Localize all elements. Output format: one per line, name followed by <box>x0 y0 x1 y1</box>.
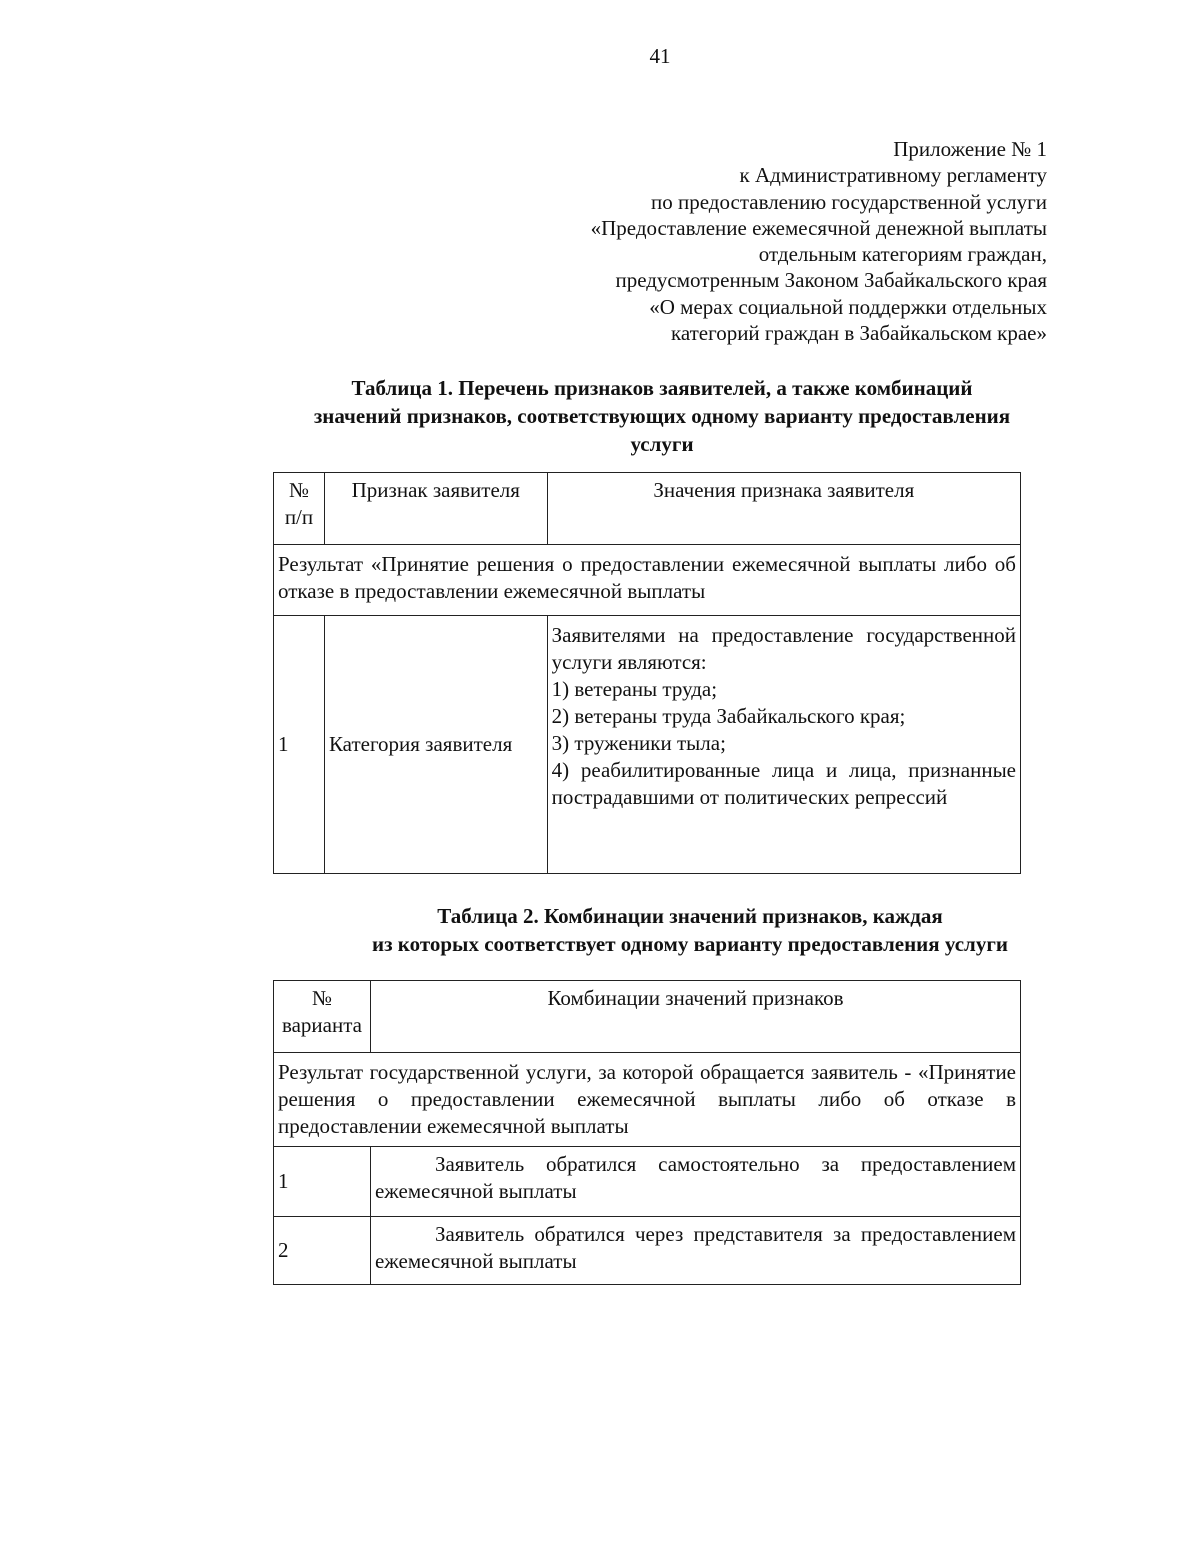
appendix-line: «О мерах социальной поддержки отдельных <box>649 294 1047 319</box>
table2-header-combinations: Комбинации значений признаков <box>370 981 1020 1053</box>
table2-row-text: Заявитель обратился через представителя за предоставлением ежемесячной выплаты <box>370 1217 1020 1285</box>
table2-title <box>330 902 1050 958</box>
table1-title-line: значений признаков, соответствующих одному варианту предоставления <box>313 404 1011 428</box>
table2 <box>273 980 1021 1285</box>
table1-row-number: 1 <box>274 616 325 874</box>
table1-title-line: услуги <box>630 432 694 456</box>
appendix-line: «Предоставление ежемесячной денежной выплаты <box>590 215 1047 240</box>
values-item: 2) ветераны труда Забайкальского края; <box>551 704 906 728</box>
table2-result-text: Результат государственной услуги, за которой обращается заявитель - «Принятие решения о предоставлении ежемесячной выплаты либо об отказе в предоставлении ежемесячной выплаты <box>274 1053 1021 1147</box>
table1-header-number: № п/п <box>274 473 325 545</box>
table1-header-attribute: Признак заявителя <box>324 473 547 545</box>
values-item: 4) реабилитированные лица и лица, признанные пострадавшими от политических репрессий <box>551 758 1016 809</box>
table1-result-row <box>274 545 1021 616</box>
table1-title <box>270 374 1054 458</box>
table1-row-attribute: Категория заявителя <box>324 616 547 874</box>
appendix-line: категорий граждан в Забайкальском крае» <box>670 321 1047 346</box>
table2-header-variant: № варианта <box>274 981 371 1053</box>
appendix-line: отдельным категориям граждан, <box>758 242 1047 267</box>
appendix-line: предусмотренным Законом Забайкальского края <box>615 268 1047 293</box>
values-intro: Заявителями на предоставление государственной услуги являются: <box>551 623 1016 674</box>
values-item: 3) труженики тыла; <box>551 731 726 755</box>
table2-row-number: 2 <box>274 1217 371 1285</box>
table2-row-text: Заявитель обратился самостоятельно за предоставлением ежемесячной выплаты <box>370 1147 1020 1217</box>
table1-title-line: Таблица 1. Перечень признаков заявителей, а также комбинаций <box>351 376 973 400</box>
appendix-line: Приложение № 1 <box>893 137 1047 161</box>
table-row <box>274 1147 1021 1217</box>
table2-row-number: 1 <box>274 1147 371 1217</box>
table1-result-text: Результат «Принятие решения о предоставлении ежемесячной выплаты либо об отказе в предоставлении ежемесячной выплаты <box>274 545 1021 616</box>
table2-title-line: Таблица 2. Комбинации значений признаков, каждая <box>437 904 943 928</box>
table1-header-row <box>274 473 1021 545</box>
appendix-line: по предоставлению государственной услуги <box>651 189 1047 214</box>
table1 <box>273 472 1021 874</box>
table-row <box>274 1217 1021 1285</box>
page-number: 41 <box>649 44 671 68</box>
appendix-header <box>591 136 1047 346</box>
table2-header-row <box>274 981 1021 1053</box>
table2-result-row <box>274 1053 1021 1147</box>
table-row <box>274 616 1021 874</box>
table2-title-line: из которых соответствует одному варианту предоставления услуги <box>372 932 1008 956</box>
table1-row-values <box>547 616 1020 874</box>
values-item: 1) ветераны труда; <box>551 677 718 701</box>
table1-header-values: Значения признака заявителя <box>547 473 1020 545</box>
appendix-line: к Административному регламенту <box>739 163 1047 188</box>
